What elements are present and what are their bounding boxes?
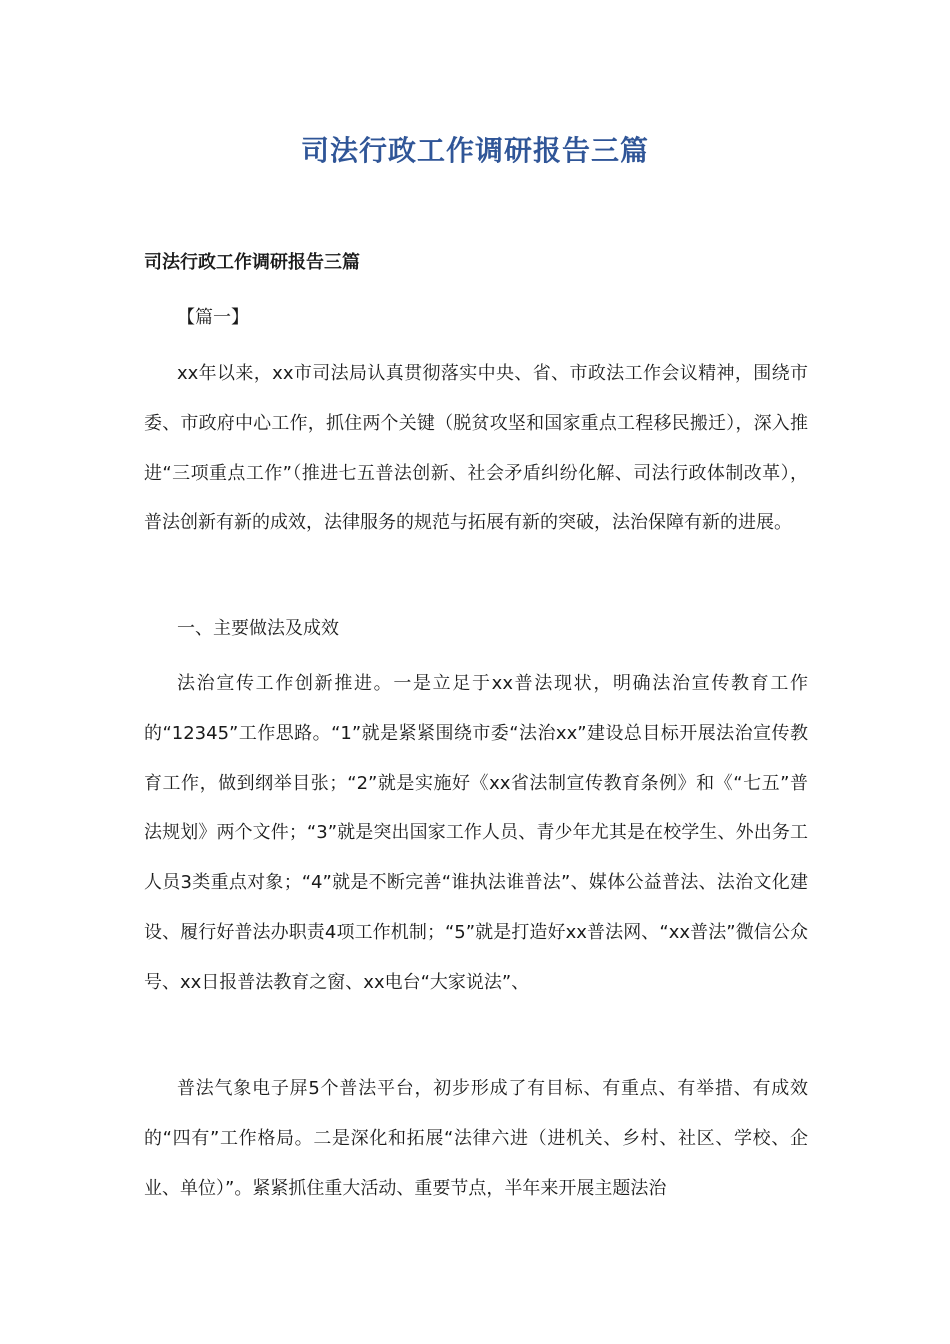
document-subtitle: 司法行政工作调研报告三篇 [144,252,360,273]
paragraph-intro: xx年以来，xx市司法局认真贯彻落实中央、省、市政法工作会议精神，围绕市委、市政府中心工作，抓住两个关键（脱贫攻坚和国家重点工程移民搬迁），深入推进“三项重点工作”（推进七五普法创新、社会矛盾纠纷化解、司法行政体制改革），普法创新有新的成效，法律服务的规范与拓展有新的突破，法治保障有新的进展。 [144,363,808,534]
section-heading: 一、主要做法及成效 [177,618,339,639]
paragraph-platforms: 普法气象电子屏5个普法平台，初步形成了有目标、有重点、有举措、有成效的“四有”工作格局。二是深化和拓展“法律六进（进机关、乡村、社区、学校、企业、单位）”。紧紧抓住重大活动、重要节点，半年来开展主题法治 [144,1078,808,1199]
paragraph-legal-publicity: 法治宣传工作创新推进。一是立足于xx普法现状，明确法治宣传教育工作的“12345”工作思路。“1”就是紧紧围绕市委“法治xx”建设总目标开展法治宣传教育工作，做到纲举目张；“2”就是实施好《xx省法制宣传教育条例》和《“七五”普法规划》两个文件；“3”就是突出国家工作人员、青少年尤其是在校学生、外出务工人员3类重点对象；“4”就是不断完善“谁执法谁普法”、媒体公益普法、法治文化建设、履行好普法办职责4项工作机制；“5”就是打造好xx普法网、“xx普法”微信公众号、xx日报普法教育之窗、xx电台“大家说法”、 [144,673,808,993]
section-label: 【篇一】 [177,307,249,328]
document-title: 司法行政工作调研报告三篇 [300,134,649,167]
